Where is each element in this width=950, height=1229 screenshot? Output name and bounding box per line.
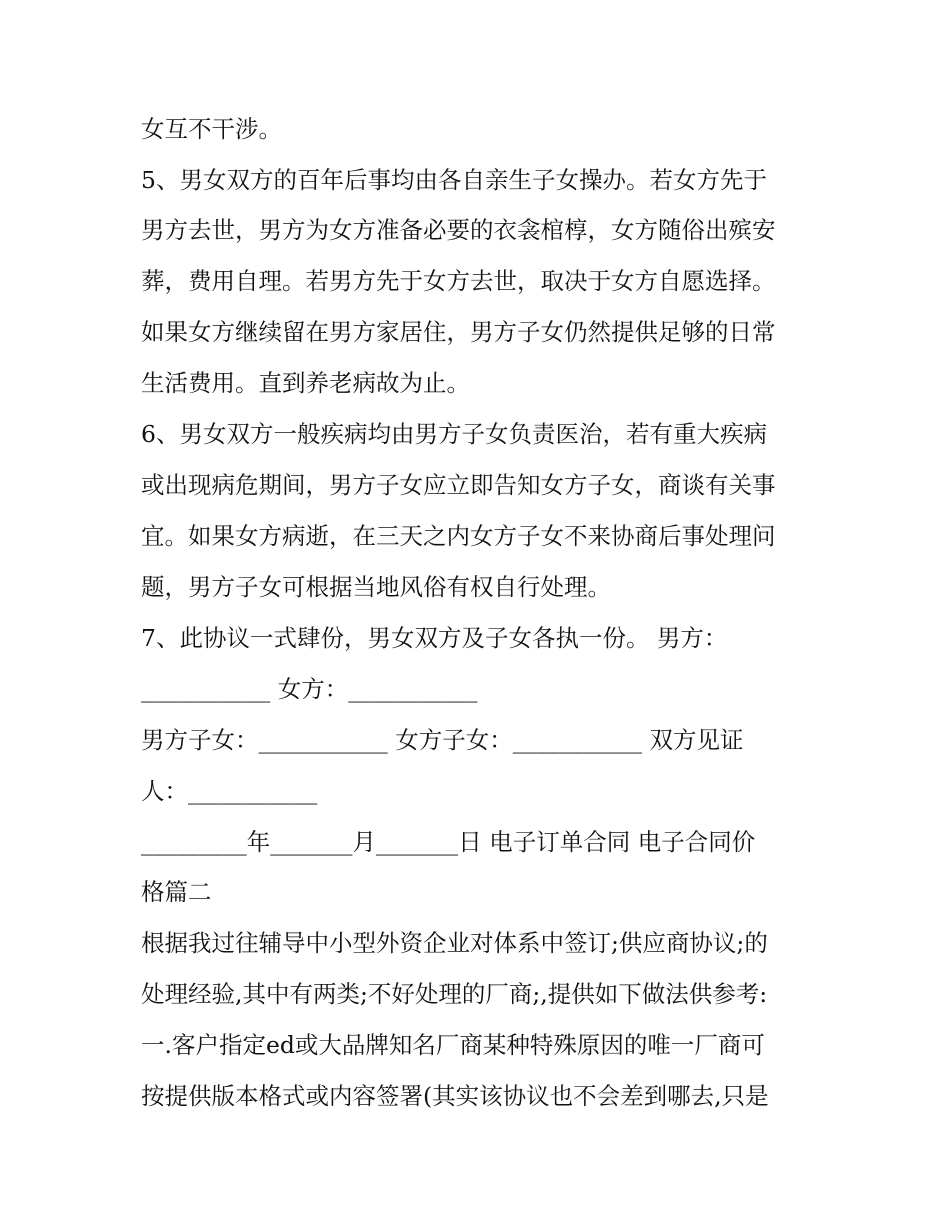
text-line: 题，男方子女可根据当地风俗有权自行处理。 — [141, 573, 611, 601]
text-line: 男方去世，男方为女方准备必要的衣衾棺椁，女方随俗出殡安 — [141, 216, 776, 244]
signature-line: ___________ 女方：___________ — [141, 675, 478, 703]
signature-line: 人：___________ — [141, 777, 318, 805]
text-line: 格篇二 — [141, 878, 212, 906]
date-line: _________年_______月_______日 电子订单合同 电子合同价 — [141, 828, 756, 856]
text-line: 葬，费用自理。若男方先于女方去世，取决于女方自愿选择。 — [141, 267, 776, 295]
text-line: 女互不干涉。 — [141, 115, 282, 143]
text-line: 按提供版本格式或内容签署(其实该协议也不会差到哪去,只是 — [141, 1082, 769, 1110]
text-line: 5、男女双方的百年后事均由各自亲生子女操办。若女方先于 — [141, 166, 767, 194]
text-line: 6、男女双方一般疾病均由男方子女负责医治，若有重大疾病 — [141, 420, 767, 448]
text-line: 生活费用。直到养老病故为止。 — [141, 369, 470, 397]
text-line: 7、此协议一式肆份，男女双方及子女各执一份。 男方： — [141, 624, 728, 652]
text-line: 根据我过往辅导中小型外资企业对体系中签订;供应商协议;的 — [141, 929, 768, 957]
text-line: 一.客户指定ed或大品牌知名厂商某种特殊原因的唯一厂商可 — [141, 1031, 765, 1059]
text-line: 或出现病危期间，男方子女应立即告知女方子女，商谈有关事 — [141, 471, 776, 499]
text-line: 宜。如果女方病逝，在三天之内女方子女不来协商后事处理问 — [141, 522, 776, 550]
text-line: 处理经验,其中有两类;不好处理的厂商;,提供如下做法供参考: — [141, 980, 768, 1008]
signature-line: 男方子女：___________ 女方子女：___________ 双方见证 — [141, 726, 744, 754]
text-line: 如果女方继续留在男方家居住，男方子女仍然提供足够的日常 — [141, 318, 776, 346]
